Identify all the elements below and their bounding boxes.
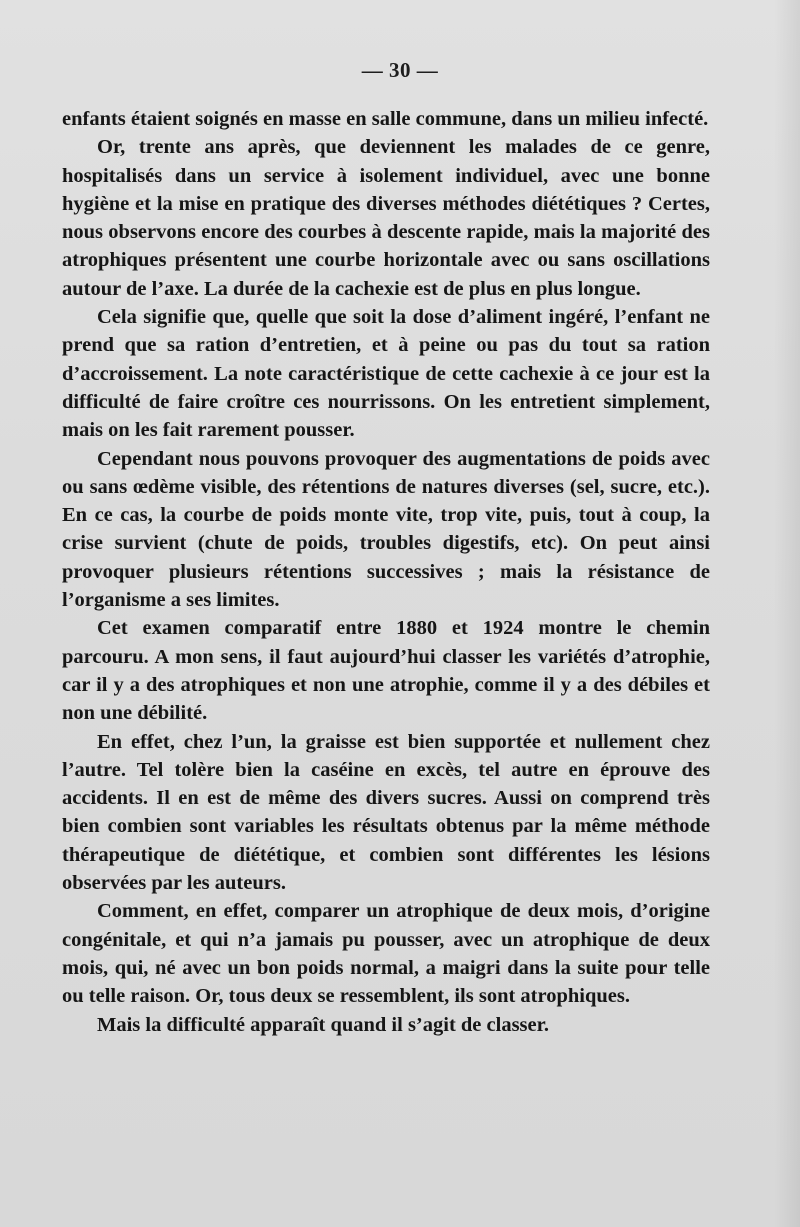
paragraph: Or, trente ans après, que deviennent les malades de ce genre, hospitalisés dans un service à isolement individuel, avec une bonne hygiène et la mise en pratique des diverses méthodes diététiques ? Certes, nous observons encore des courbes à descente rapide, mais la majorité des atrophiques présentent une courbe horizontale avec ou sans oscillations autour de l’axe. La durée de la cachexie est de plus en plus longue. bbox=[62, 136, 710, 300]
paragraph: Cependant nous pouvons provoquer des augmentations de poids avec ou sans œdème visible, des rétentions de natures diverses (sel, sucre, etc.). En ce cas, la courbe de poids monte vite, trop vite, puis, tout à coup, la crise survient (chute de poids, troubles digestifs, etc). On peut ainsi provoquer plusieurs rétentions successives ; mais la résistance de l’organisme a ses limites. bbox=[62, 447, 710, 612]
paragraph: Mais la difficulté apparaît quand il s’agit de classer. bbox=[97, 1013, 549, 1036]
paragraph: Cet examen comparatif entre 1880 et 1924 montre le chemin parcouru. A mon sens, il faut aujourd’hui classer les variétés d’atrophie, car il y a des atrophiques et non une atrophie, comme il y a des débiles et non une débilité. bbox=[62, 617, 710, 725]
paragraph: Comment, en effet, comparer un atrophique de deux mois, d’origine congénitale, et qui n’a jamais pu pousser, avec un atrophique de deux mois, qui, né avec un bon poids normal, a maigri dans la suite pour telle ou telle raison. Or, tous deux se ressemblent, ils sont atrophiques. bbox=[62, 900, 710, 1008]
body-text bbox=[62, 105, 710, 1039]
paragraph: En effet, chez l’un, la graisse est bien supportée et nullement chez l’autre. Tel tolère bien la caséine en excès, tel autre en éprouve des accidents. Il en est de même des divers sucres. Aussi on comprend très bien combien sont variables les résultats obtenus par la même méthode thérapeutique de diététique, et combien sont différentes les lésions observées par les auteurs. bbox=[62, 730, 710, 895]
paragraph-continuation: enfants étaient soignés en masse en salle commune, dans un milieu infecté. bbox=[62, 108, 709, 130]
paragraph: Cela signifie que, quelle que soit la dose d’aliment ingéré, l’enfant ne prend que sa ration d’entretien, et à peine ou pas du tout sa ration d’accroissement. La note caractéristique de cette cachexie à ce jour est la difficulté de faire croître ces nourrissons. On les entretient simplement, mais on les fait rarement pousser. bbox=[62, 306, 710, 442]
page-number: — 30 — bbox=[361, 58, 439, 82]
page-edge-shadow bbox=[774, 0, 800, 1227]
